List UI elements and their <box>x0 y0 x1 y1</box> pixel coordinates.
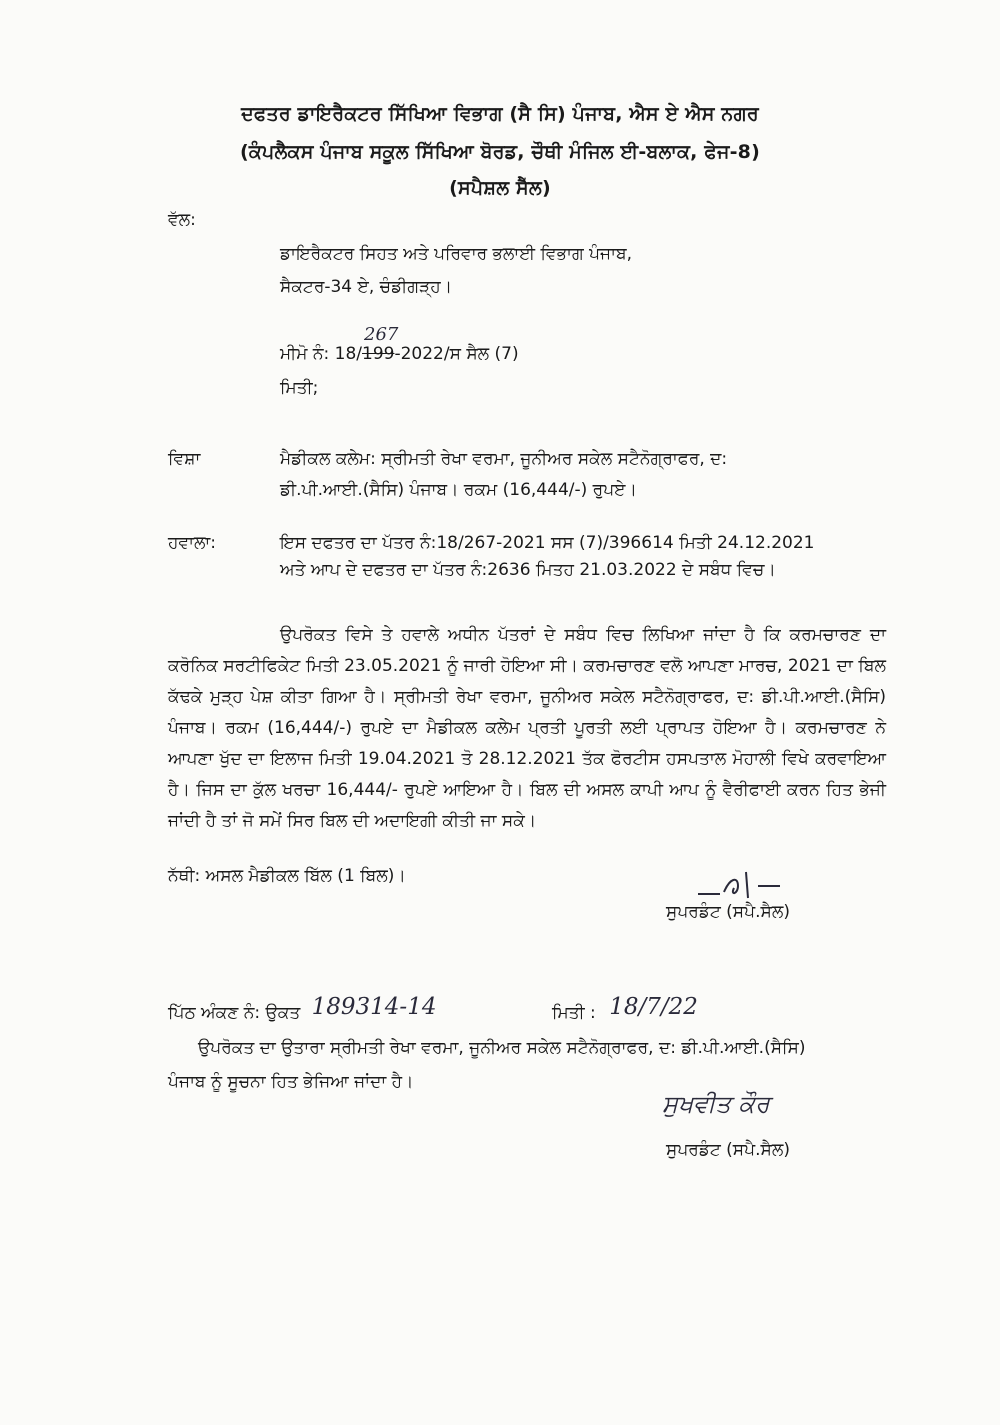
endorsement-date-label: ਮਿਤੀ : <box>552 1003 596 1023</box>
reference-label: ਹਵਾਲਾ: <box>168 533 217 553</box>
memo-suffix: -2022/ਸ ਸੈਲ (7) <box>394 344 519 364</box>
office-address: (ਕੰਪਲੈਕਸ ਪੰਜਾਬ ਸਕੂਲ ਸਿੱਖਿਆ ਬੋਰਡ, ਚੌਥੀ ਮੰਜਿਲ ਈ-ਬਲਾਕ, ਫੇਜ-8) <box>240 141 760 163</box>
reference-line-2: ਅਤੇ ਆਪ ਦੇ ਦਫਤਰ ਦਾ ਪੱਤਰ ਨੰ:2636 ਮਿਤਹ 21.03.2022 ਦੇ ਸਬੰਧ ਵਿਚ। <box>280 560 776 580</box>
signature-designation-1: ਸੁਪਰਡੰਟ (ਸਪੈ.ਸੈਲ) <box>666 902 790 922</box>
endorsement-line-2: ਪੰਜਾਬ ਨੂੰ ਸੂਚਨਾ ਹਿਤ ਭੇਜਿਆ ਜਾਂਦਾ ਹੈ। <box>168 1072 414 1092</box>
signature-designation-2: ਸੁਪਰਡੰਟ (ਸਪੈ.ਸੈਲ) <box>666 1140 790 1160</box>
endorsement-prefix: ਪਿੱਠ ਅੰਕਣ ਨੰ: ਉਕਤ <box>168 1003 301 1023</box>
subject-label: ਵਿਸ਼ਾ <box>168 449 201 469</box>
enclosure: ਨੱਥੀ: ਅਸਲ ਮੈਡੀਕਲ ਬਿੱਲ (1 ਬਿਲ)। <box>168 866 406 886</box>
memo-number <box>280 324 519 364</box>
endorsement-number <box>168 994 437 1024</box>
reference-line-1: ਇਸ ਦਫਤਰ ਦਾ ਪੱਤਰ ਨੰ:18/267-2021 ਸਸ (7)/396614 ਮਿਤੀ 24.12.2021 <box>280 533 815 553</box>
endorsement-handwritten-number: 189314-14 <box>311 994 437 1020</box>
memo-struck-number: 199 <box>362 344 395 364</box>
endorsement-date <box>552 994 698 1024</box>
subject-line-2: ਡੀ.ਪੀ.ਆਈ.(ਸੈਸਿ) ਪੰਜਾਬ। ਰਕਮ (16,444/-) ਰੁਪਏ। <box>280 480 637 500</box>
memo-prefix: ਮੀਮੋ ਨੰ: 18/ <box>280 344 363 364</box>
addressee-line-2: ਸੈਕਟਰ-34 ਏ, ਚੰਡੀਗੜ੍ਹ। <box>280 277 453 297</box>
signature-scribble-1 <box>694 868 804 902</box>
endorsement-line-1: ਉਪਰੋਕਤ ਦਾ ਉਤਾਰਾ ਸ੍ਰੀਮਤੀ ਰੇਖਾ ਵਰਮਾ, ਜੂਨੀਅਰ ਸਕੇਲ ਸਟੈਨੋਗ੍ਰਾਫਰ, ਦ: ਡੀ.ਪੀ.ਆਈ.(ਸੈਸਿ) <box>198 1038 806 1058</box>
signature-handwritten-name: ਸੁਖਵੀਤ ਕੌਰ <box>662 1090 770 1118</box>
to-label: ਵੱਲ: <box>168 210 196 230</box>
cell-name: (ਸਪੈਸ਼ਲ ਸੈੱਲ) <box>449 177 551 199</box>
body-paragraph: ਉਪਰੋਕਤ ਵਿਸੇ ਤੇ ਹਵਾਲੇ ਅਧੀਨ ਪੱਤਰਾਂ ਦੇ ਸਬੰਧ ਵਿਚ ਲਿਖਿਆ ਜਾਂਦਾ ਹੈ ਕਿ ਕਰਮਚਾਰਣ ਦਾ ਕਰੋਨਿਕ ਸਰਟੀਫਿਕੇਟ ਮਿਤੀ 23.05.2021 ਨੂੰ ਜਾਰੀ ਹੋਇਆ ਸੀ। ਕਰਮਚਾਰਣ ਵਲੋ ਆਪਣਾ ਮਾਰਚ, 2021 ਦਾ ਬਿਲ ਕੱਢਕੇ ਮੁੜ੍ਹ ਪੇਸ਼ ਕੀਤਾ ਗਿਆ ਹੈ। ਸ੍ਰੀਮਤੀ ਰੇਖਾ ਵਰਮਾ, ਜੂਨੀਅਰ ਸਕੇਲ ਸਟੈਨੋਗ੍ਰਾਫਰ, ਦ: ਡੀ.ਪੀ.ਆਈ.(ਸੈਸਿ) ਪੰਜਾਬ। ਰਕਮ (16,444/-) ਰੁਪਏ ਦਾ ਮੈਡੀਕਲ ਕਲੇਮ ਪ੍ਰਤੀ ਪੂਰਤੀ ਲਈ ਪ੍ਰਾਪਤ ਹੋਇਆ ਹੈ। ਕਰਮਚਾਰਣ ਨੇ ਆਪਣਾ ਖੁੱਦ ਦਾ ਇਲਾਜ ਮਿਤੀ 19.04.2021 ਤੋ 28.12.2021 ਤੱਕ ਫੋਰਟੀਸ ਹਸਪਤਾਲ ਮੋਹਾਲੀ ਵਿਖੇ ਕਰਵਾਇਆ ਹੈ। ਜਿਸ ਦਾ ਕੁੱਲ ਖਰਚਾ 16,444/- ਰੁਪਏ ਆਇਆ ਹੈ। ਬਿਲ ਦੀ ਅਸਲ ਕਾਪੀ ਆਪ ਨੂੰ ਵੈਰੀਫਾਈ ਕਰਨ ਹਿਤ ਭੇਜੀ ਜਾਂਦੀ ਹੈ ਤਾਂ ਜੋ ਸਮੇਂ ਸਿਰ ਬਿਲ ਦੀ ਅਦਾਇਗੀ ਕੀਤੀ ਜਾ ਸਕੇ। <box>168 625 886 831</box>
subject-line-1: ਮੈਡੀਕਲ ਕਲੇਮ: ਸ੍ਰੀਮਤੀ ਰੇਖਾ ਵਰਮਾ, ਜੂਨੀਅਰ ਸਕੇਲ ਸਟੈਨੋਗ੍ਰਾਫਰ, ਦ: <box>280 449 728 469</box>
office-title: ਦਫਤਰ ਡਾਇਰੈਕਟਰ ਸਿੱਖਿਆ ਵਿਭਾਗ (ਸੈ ਸਿ) ਪੰਜਾਬ, ਐਸ ਏ ਐਸ ਨਗਰ <box>241 103 759 125</box>
memo-handwritten-number: 267 <box>364 324 399 345</box>
memo-date-label: ਮਿਤੀ; <box>280 378 319 398</box>
endorsement-handwritten-date: 18/7/22 <box>609 994 698 1020</box>
addressee-line-1: ਡਾਇਰੈਕਟਰ ਸਿਹਤ ਅਤੇ ਪਰਿਵਾਰ ਭਲਾਈ ਵਿਭਾਗ ਪੰਜਾਬ, <box>280 244 633 264</box>
